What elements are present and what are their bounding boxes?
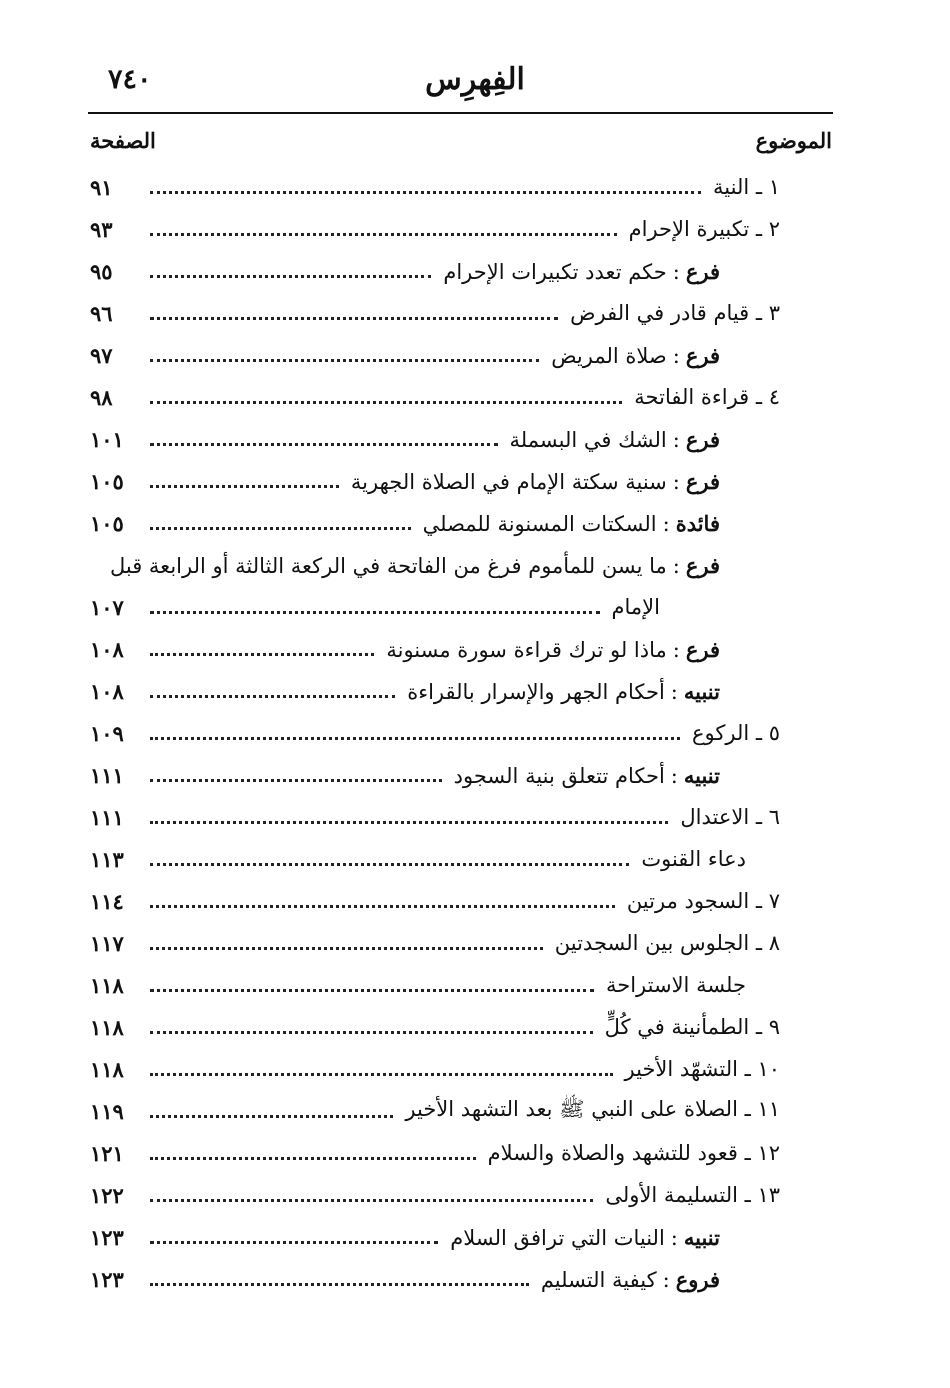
dot-leader xyxy=(150,527,411,530)
toc-entry xyxy=(90,586,830,628)
dot-leader xyxy=(150,317,558,320)
label-separator: : xyxy=(672,469,680,494)
entry-text: أحكام تتعلق بنية السجود xyxy=(453,763,665,788)
dot-leader xyxy=(150,653,374,656)
page-title: الفِهرِس xyxy=(425,62,525,97)
entry-label: فرع xyxy=(685,426,720,452)
toc-entry xyxy=(90,1258,830,1300)
entry-page-number: ١١٨ xyxy=(90,1056,124,1082)
entry-text: كيفية التسليم xyxy=(540,1267,657,1292)
dot-leader xyxy=(150,947,543,950)
entry-page-number: ١٢٢ xyxy=(90,1182,124,1208)
toc-entry xyxy=(90,292,830,334)
entry-text: ١٠ ـ التشهّد الأخير xyxy=(624,1057,780,1081)
toc-entry-topic xyxy=(621,217,780,241)
toc-entry-topic xyxy=(597,1183,780,1207)
label-separator: : xyxy=(672,343,680,368)
entry-label: تنبيه xyxy=(683,678,720,704)
toc-entry-topic xyxy=(102,553,720,578)
toc-entry-topic xyxy=(415,511,720,536)
entry-text: صلاة المريض xyxy=(551,343,667,368)
toc-entry xyxy=(90,712,830,754)
toc-entry xyxy=(90,670,830,712)
entry-text: أحكام الجهر والإسرار بالقراءة xyxy=(407,679,665,704)
toc-entry-topic xyxy=(617,1057,780,1081)
toc-entry xyxy=(90,1216,830,1258)
header-divider xyxy=(88,112,833,114)
entry-label: تنبيه xyxy=(683,762,720,788)
entry-text: دعاء القنوت xyxy=(641,847,746,871)
toc-entry xyxy=(90,208,830,250)
entry-text: ٣ ـ قيام قادر في الفرض xyxy=(570,301,780,325)
dot-leader xyxy=(150,1073,613,1076)
toc-entry-topic xyxy=(446,763,720,788)
toc-entry xyxy=(90,1090,830,1132)
entry-page-number: ٩٥ xyxy=(90,258,113,284)
toc-entry-topic xyxy=(502,427,720,452)
toc-entry xyxy=(90,838,830,880)
table-of-contents xyxy=(90,166,830,1300)
toc-entry xyxy=(90,502,830,544)
entry-page-number: ٩٦ xyxy=(90,300,113,326)
page-column-header: الصفحة xyxy=(90,128,156,153)
entry-page-number: ١١١ xyxy=(90,762,124,788)
dot-leader xyxy=(150,863,629,866)
toc-entry-topic xyxy=(684,721,780,745)
entry-page-number: ١٢٣ xyxy=(90,1266,124,1292)
entry-page-number: ٩٧ xyxy=(90,342,113,368)
entry-text: ٤ ـ قراءة الفاتحة xyxy=(634,385,780,409)
dot-leader xyxy=(150,821,668,824)
dot-leader xyxy=(150,779,442,782)
toc-entry xyxy=(90,964,830,1006)
toc-entry xyxy=(90,1132,830,1174)
label-separator: : xyxy=(670,679,678,704)
label-separator: : xyxy=(672,259,680,284)
entry-text: ١٢ ـ قعود للتشهد والصلاة والسلام xyxy=(487,1141,780,1165)
entry-text: ٧ ـ السجود مرتين xyxy=(626,889,780,913)
toc-entry xyxy=(90,376,830,418)
toc-entry-topic xyxy=(543,343,720,368)
dot-leader xyxy=(150,611,600,614)
label-separator: : xyxy=(670,1225,678,1250)
toc-entry xyxy=(90,796,830,838)
entry-page-number: ١٢٣ xyxy=(90,1224,124,1250)
entry-page-number: ١١٣ xyxy=(90,846,124,872)
entry-text: ٢ ـ تكبيرة الإحرام xyxy=(628,217,780,241)
entry-text: ١ ـ النية xyxy=(713,175,780,199)
entry-page-number: ١٠٨ xyxy=(90,678,124,704)
toc-entry xyxy=(90,1174,830,1216)
toc-entry xyxy=(90,166,830,208)
toc-entry-topic xyxy=(378,637,720,662)
toc-entry-topic xyxy=(533,1267,720,1292)
toc-entry xyxy=(90,1006,830,1048)
toc-entry-topic xyxy=(399,679,720,704)
entry-page-number: ٩٨ xyxy=(90,384,113,410)
page-number: ٧٤٠ xyxy=(108,64,152,95)
entry-text: ماذا لو ترك قراءة سورة مسنونة xyxy=(386,637,667,662)
toc-entry xyxy=(90,544,830,586)
toc-entry-topic xyxy=(343,469,720,494)
toc-entry-topic xyxy=(626,385,780,409)
dot-leader xyxy=(150,905,615,908)
dot-leader xyxy=(150,1283,529,1286)
entry-text: الإمام xyxy=(611,595,660,619)
entry-label: فرع xyxy=(685,636,720,662)
toc-entry-topic xyxy=(672,805,780,829)
entry-page-number: ١٠٥ xyxy=(90,510,124,536)
toc-entry-topic xyxy=(442,1225,720,1250)
dot-leader xyxy=(150,401,622,404)
entry-page-number: ١١٩ xyxy=(90,1098,124,1124)
entry-text: حكم تعدد تكبيرات الإحرام xyxy=(443,259,667,284)
toc-entry-topic xyxy=(705,175,780,199)
entry-page-number: ١١٨ xyxy=(90,1014,124,1040)
toc-entry xyxy=(90,460,830,502)
entry-page-number: ١٠٨ xyxy=(90,636,124,662)
dot-leader xyxy=(150,485,339,488)
dot-leader xyxy=(150,989,594,992)
toc-entry xyxy=(90,250,830,292)
toc-entry-topic xyxy=(435,259,720,284)
entry-label: فائدة xyxy=(675,510,720,536)
entry-label: فرع xyxy=(685,342,720,368)
topic-column-header: الموضوع xyxy=(755,128,832,153)
toc-entry-topic xyxy=(480,1141,780,1165)
entry-page-number: ١٠٩ xyxy=(90,720,124,746)
dot-leader xyxy=(150,1241,438,1244)
label-separator: : xyxy=(670,763,678,788)
entry-page-number: ١٠١ xyxy=(90,426,124,452)
entry-text: ٨ ـ الجلوس بين السجدتين xyxy=(554,931,780,955)
toc-entry xyxy=(90,922,830,964)
entry-text: سنية سكتة الإمام في الصلاة الجهرية xyxy=(350,469,667,494)
entry-page-number: ١١١ xyxy=(90,804,124,830)
entry-page-number: ١١٨ xyxy=(90,972,124,998)
dot-leader xyxy=(150,275,431,278)
dot-leader xyxy=(150,1115,393,1118)
entry-text: ١١ ـ الصلاة على النبي ﷺ بعد التشهد الأخير xyxy=(405,1096,780,1121)
entry-page-number: ٩١ xyxy=(90,174,113,200)
dot-leader xyxy=(150,695,395,698)
dot-leader xyxy=(150,737,680,740)
entry-page-number: ١٠٧ xyxy=(90,594,124,620)
dot-leader xyxy=(150,443,498,446)
entry-text: ٩ ـ الطمأنينة في كُلٍّ xyxy=(604,1015,780,1039)
entry-page-number: ١١٤ xyxy=(90,888,124,914)
dot-leader xyxy=(150,191,701,194)
entry-text: السكتات المسنونة للمصلي xyxy=(422,511,657,536)
label-separator: : xyxy=(662,511,670,536)
entry-page-number: ٩٣ xyxy=(90,216,113,242)
toc-entry-topic xyxy=(619,889,780,913)
toc-entry xyxy=(90,880,830,922)
dot-leader xyxy=(150,1199,593,1202)
entry-text: الشك في البسملة xyxy=(509,427,667,452)
entry-page-number: ١١٧ xyxy=(90,930,124,956)
dot-leader xyxy=(150,359,539,362)
toc-entry xyxy=(90,754,830,796)
entry-label: فرع xyxy=(685,258,720,284)
entry-text: جلسة الاستراحة xyxy=(605,973,746,997)
label-separator: : xyxy=(672,553,680,578)
toc-entry xyxy=(90,418,830,460)
toc-entry-topic xyxy=(598,973,746,997)
entry-page-number: ١٢١ xyxy=(90,1140,124,1166)
entry-text: ٥ ـ الركوع xyxy=(692,721,780,745)
entry-text: ١٣ ـ التسليمة الأولى xyxy=(605,1183,780,1207)
entry-label: فرع xyxy=(685,468,720,494)
toc-entry xyxy=(90,1048,830,1090)
toc-entry-topic xyxy=(633,847,746,871)
toc-entry-topic xyxy=(604,595,660,619)
entry-text: النيات التي ترافق السلام xyxy=(450,1225,665,1250)
entry-text: ٦ ـ الاعتدال xyxy=(680,805,780,829)
entry-label: تنبيه xyxy=(683,1224,720,1250)
label-separator: : xyxy=(672,427,680,452)
entry-page-number: ١٠٥ xyxy=(90,468,124,494)
entry-text: ما يسن للمأموم فرغ من الفاتحة في الركعة الثالثة أو الرابعة قبل xyxy=(109,553,667,578)
dot-leader xyxy=(150,1031,593,1034)
dot-leader xyxy=(150,233,617,236)
toc-entry-topic xyxy=(397,1096,780,1127)
label-separator: : xyxy=(662,1267,670,1292)
dot-leader xyxy=(150,1157,476,1160)
entry-label: فرع xyxy=(685,552,720,578)
toc-entry-topic xyxy=(547,931,780,955)
toc-entry xyxy=(90,628,830,670)
label-separator: : xyxy=(672,637,680,662)
toc-entry xyxy=(90,334,830,376)
toc-entry-topic xyxy=(562,301,780,325)
toc-entry-topic xyxy=(597,1015,780,1039)
entry-label: فروع xyxy=(675,1266,720,1292)
